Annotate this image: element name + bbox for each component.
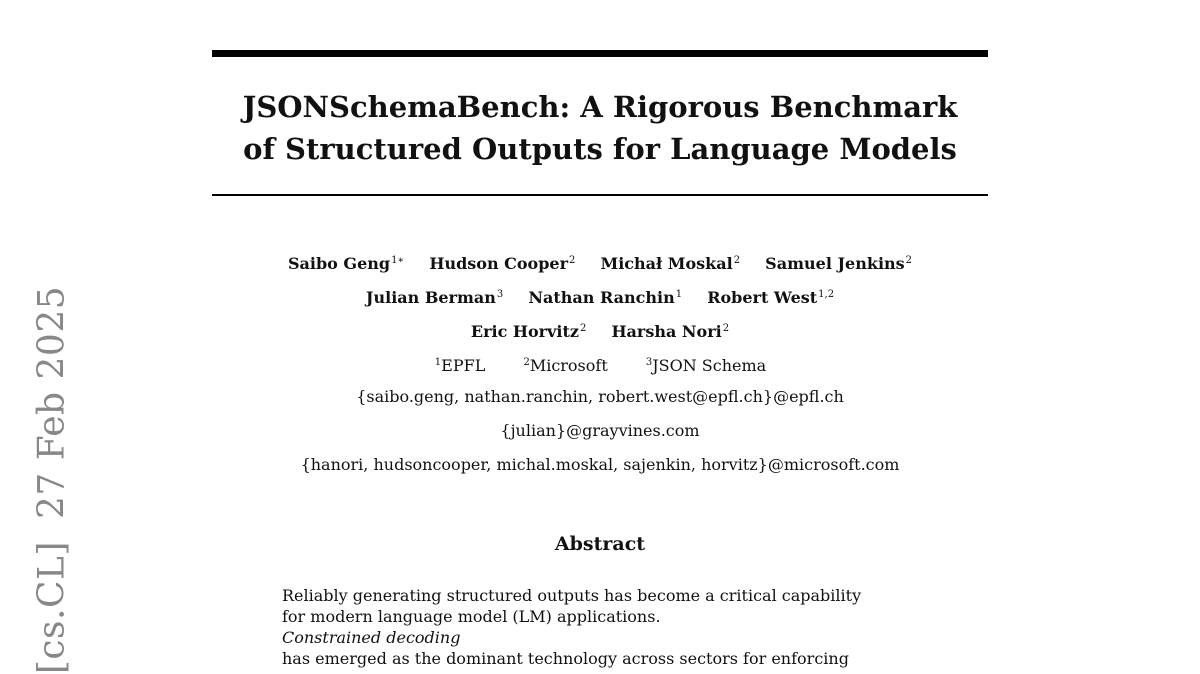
arxiv-date: 27 Feb 2025 (31, 285, 73, 520)
abstract-line: for modern language model (LM) applications. Constrained decoding (282, 607, 661, 647)
author-line-3 (212, 315, 988, 349)
affiliation: $^1$EPFL (434, 356, 486, 375)
paper-title (212, 86, 988, 170)
abstract-heading: Abstract (554, 533, 646, 555)
author: Harsha Nori$^2$ (611, 322, 730, 341)
author: Robert West$^{1,2}$ (707, 288, 835, 307)
title-top-rule (212, 50, 988, 57)
title-line: of Structured Outputs for Language Models (243, 132, 957, 166)
author: Saibo Geng$^{1∗}$ (287, 254, 405, 273)
author: Samuel Jenkins$^2$ (765, 254, 913, 273)
abstract-line: Reliably generating structured outputs has become a critical capability (282, 586, 862, 605)
author-block (212, 247, 988, 485)
author: Nathan Ranchin$^1$ (528, 288, 683, 307)
abstract-body (282, 585, 922, 669)
abstract-line: has emerged as the dominant technology across sectors for enforcing (282, 649, 849, 668)
email-line: {julian}@grayvines.com (500, 421, 700, 440)
email-line: {hanori, hudsoncooper, michal.moskal, sajenkin, horvitz}@microsoft.com (300, 455, 900, 474)
affiliations (212, 349, 988, 383)
author: Hudson Cooper$^2$ (429, 254, 576, 273)
author-line-1 (212, 247, 988, 281)
arxiv-category: [cs.CL] (31, 541, 73, 674)
affiliation: $^3$JSON Schema (645, 356, 767, 375)
title-bottom-rule (212, 194, 988, 196)
author: Julian Berman$^3$ (365, 288, 504, 307)
title-line: JSONSchemaBench: A Rigorous Benchmark (242, 90, 958, 124)
affiliation: $^2$Microsoft (523, 356, 608, 375)
arxiv-identifier-stamp (32, 286, 73, 674)
author: Eric Horvitz$^2$ (470, 322, 587, 341)
email-line: {saibo.geng, nathan.ranchin, robert.west@epfl.ch}@epfl.ch (356, 387, 844, 406)
author-line-2 (212, 281, 988, 315)
author: Michał Moskal$^2$ (600, 254, 741, 273)
